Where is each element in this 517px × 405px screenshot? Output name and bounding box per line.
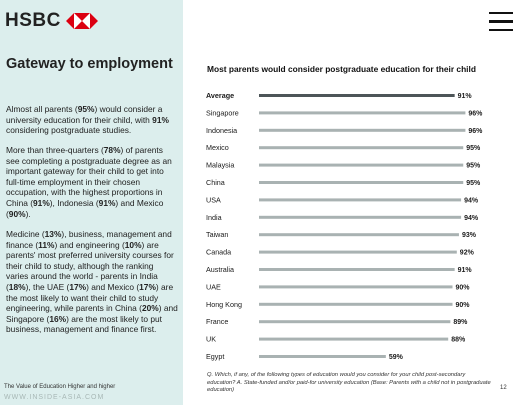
intro-paragraph	[6, 104, 178, 136]
stat-highlight: 78%	[103, 145, 121, 155]
stat-highlight: 91%	[98, 197, 116, 208]
hsbc-logo	[5, 10, 98, 32]
bar	[259, 129, 465, 132]
stat-highlight: 95%	[77, 104, 95, 114]
category-label: Taiwan	[206, 230, 229, 240]
bar	[259, 146, 463, 149]
stat-highlight: 13%	[44, 229, 62, 239]
category-label: Canada	[206, 247, 232, 257]
bar	[259, 251, 457, 254]
page-title: Gateway to employment	[6, 56, 173, 72]
category-label: Average	[206, 91, 235, 100]
data-label: 90%	[455, 284, 470, 292]
text-run: ) of parents see completing a postgraduate degree as an important gateway for their child to get into full-time employment in their chosen occupation, with the highest proportions in China (	[6, 145, 172, 208]
bar	[259, 338, 448, 341]
category-label: Australia	[206, 265, 234, 274]
text-run: ) and Mexico (	[86, 281, 140, 292]
text-run: ) and engineering (	[54, 239, 125, 250]
bar	[259, 216, 461, 219]
text-run: considering postgraduate studies.	[6, 125, 132, 136]
report-name: The Value of Education Higher and higher	[4, 384, 116, 390]
bar	[259, 233, 459, 236]
data-label: 88%	[451, 336, 466, 344]
text-run: ) and Mexico (	[6, 197, 164, 219]
stat-highlight: 20%	[141, 303, 159, 314]
category-label: Hong Kong	[206, 299, 242, 309]
data-label: 92%	[459, 249, 474, 257]
stat-highlight: 11%	[38, 239, 55, 250]
text-run: Medicine (	[6, 229, 45, 239]
bar	[259, 181, 463, 184]
category-label: USA	[206, 195, 221, 205]
text-run: ) and Singapore (	[6, 303, 178, 324]
category-label: Singapore	[206, 108, 239, 118]
chart-footnote: Q. Which, if any, of the following types of education would you consider for your child post-secondary education? A. State-funded and/or paid-for university education (Base: Parents with a child not in postgraduate education)	[207, 372, 491, 393]
stat-highlight: 18%	[8, 281, 26, 292]
data-label: 94%	[464, 214, 479, 222]
category-label: UAE	[206, 282, 221, 292]
bar	[259, 94, 455, 97]
category-label: Egypt	[206, 352, 225, 361]
logo-wordmark: HSBC	[5, 10, 61, 31]
text-run: More than three-quarters (	[6, 145, 104, 155]
bar	[259, 268, 455, 271]
bar	[259, 164, 463, 167]
text-run: Almost all parents (	[6, 104, 78, 114]
text-run: ) are the most likely to put business, management and finance first.	[6, 313, 162, 335]
bar	[259, 285, 453, 288]
chart-title: Most parents would consider postgraduate education for their child	[207, 64, 476, 74]
data-label: 95%	[466, 145, 481, 153]
stat-highlight: 17%	[139, 281, 156, 292]
hamburger-menu-icon[interactable]	[489, 12, 513, 34]
bar	[259, 303, 453, 306]
stat-highlight: 16%	[49, 313, 67, 324]
text-run: ) are the most likely to want their child to study engineering, while parents in China (	[6, 281, 174, 314]
bar	[259, 111, 465, 114]
category-label: Mexico	[206, 143, 229, 153]
text-run: ), business, management and finance (	[6, 229, 172, 250]
data-label: 95%	[466, 180, 481, 187]
category-label: France	[206, 317, 229, 327]
data-label: 94%	[464, 197, 479, 205]
page-number: 12	[500, 385, 507, 391]
bar	[259, 198, 461, 201]
data-label: 59%	[388, 354, 403, 361]
category-label: Malaysia	[206, 160, 235, 170]
text-run: ) are parents' most preferred university courses for their child to study, although the ranking varies around the world - parents in India (	[6, 239, 174, 292]
data-label: 96%	[468, 127, 483, 135]
data-label: 90%	[455, 301, 470, 309]
bar	[259, 355, 386, 358]
stat-highlight: 17%	[69, 281, 87, 292]
text-run: ) would consider a university education for their child, with	[6, 104, 163, 125]
hsbc-hexagon-icon	[66, 11, 98, 31]
data-label: 95%	[466, 162, 481, 170]
category-label: UK	[206, 334, 216, 344]
stat-highlight: 90%	[8, 208, 26, 219]
gateway-paragraph	[6, 145, 178, 219]
data-label: 93%	[461, 232, 476, 240]
text-run: ), the UAE (	[25, 281, 70, 292]
text-run: ), Indonesia (	[49, 197, 99, 208]
stat-highlight: 10%	[124, 239, 142, 250]
category-label: China	[206, 178, 225, 187]
stat-highlight: 91%	[152, 114, 169, 125]
stat-highlight: 91%	[33, 197, 50, 208]
category-label: Indonesia	[206, 125, 238, 135]
data-label: 91%	[457, 93, 472, 100]
watermark: WWW.INSIDE-ASIA.COM	[4, 394, 105, 401]
text-run: ).	[25, 208, 31, 219]
data-label: 91%	[457, 267, 472, 274]
bar	[259, 320, 450, 323]
data-label: 96%	[468, 110, 483, 118]
bar-chart	[200, 84, 500, 369]
category-label: India	[206, 212, 222, 222]
data-label: 89%	[453, 319, 468, 327]
courses-paragraph	[6, 229, 178, 335]
